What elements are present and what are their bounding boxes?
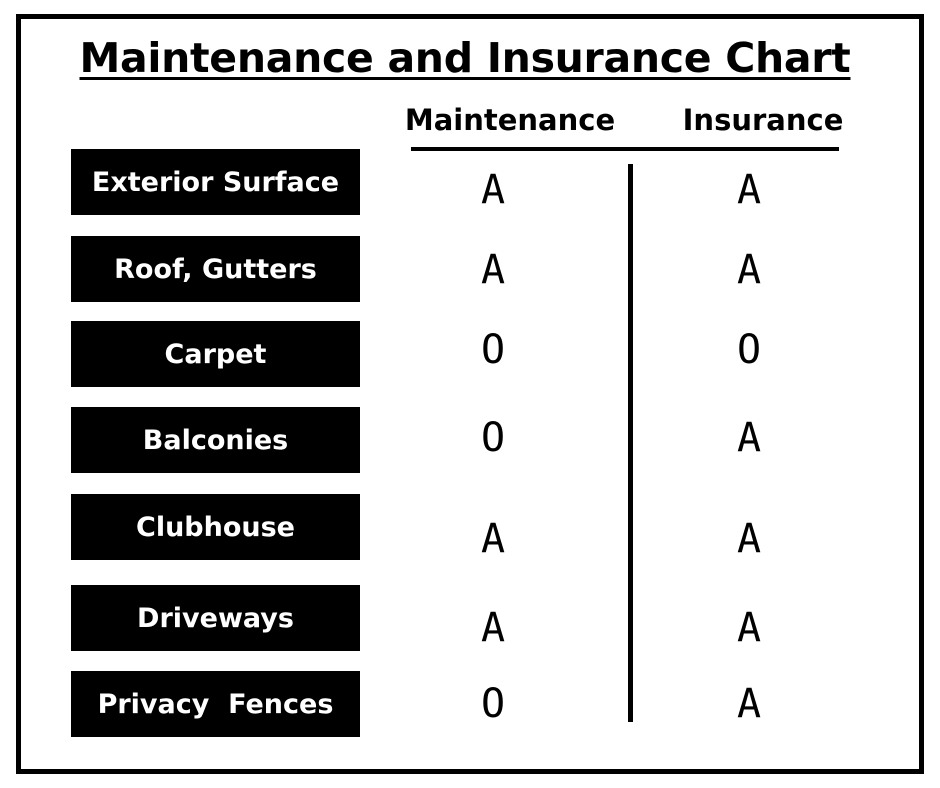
column-divider	[628, 164, 633, 722]
insurance-value-roof-gutters: A	[736, 247, 762, 293]
maintenance-value-driveways: A	[480, 605, 506, 651]
row-label-driveways: Driveways	[71, 585, 360, 651]
insurance-value-driveways: A	[736, 605, 762, 651]
row-label-clubhouse: Clubhouse	[71, 494, 360, 560]
insurance-value-balconies: A	[736, 415, 762, 461]
maintenance-value-exterior-surface: A	[480, 167, 506, 213]
row-label-roof-gutters: Roof, Gutters	[71, 236, 360, 302]
insurance-value-carpet: O	[736, 327, 762, 373]
row-label-privacy-fences: Privacy Fences	[71, 671, 360, 737]
insurance-column-header: Insurance	[682, 103, 844, 137]
title-text: Maintenance and Insurance Chart	[79, 34, 851, 82]
maintenance-column-header: Maintenance	[404, 103, 616, 137]
maintenance-value-roof-gutters: A	[480, 247, 506, 293]
row-label-carpet: Carpet	[71, 321, 360, 387]
maintenance-value-clubhouse: A	[480, 516, 506, 562]
insurance-value-exterior-surface: A	[736, 167, 762, 213]
row-label-balconies: Balconies	[71, 407, 360, 473]
insurance-value-privacy-fences: A	[736, 681, 762, 727]
insurance-value-clubhouse: A	[736, 516, 762, 562]
maintenance-value-balconies: O	[480, 415, 506, 461]
maintenance-value-privacy-fences: O	[480, 681, 506, 727]
header-divider	[411, 147, 839, 151]
page-title	[0, 30, 930, 86]
row-label-exterior-surface: Exterior Surface	[71, 149, 360, 215]
maintenance-value-carpet: O	[480, 327, 506, 373]
